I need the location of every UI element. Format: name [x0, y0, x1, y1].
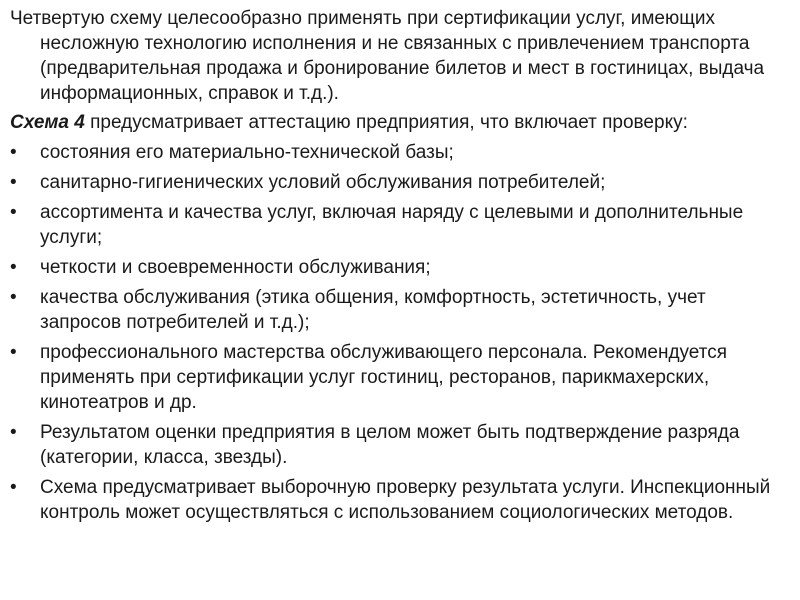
list-item-text: четкости и своевременности обслуживания;	[40, 257, 431, 278]
bullet-icon: •	[10, 477, 17, 498]
list-item	[10, 255, 786, 280]
list-item	[10, 285, 786, 335]
bullet-icon: •	[10, 172, 17, 193]
intro-paragraph: Четвертую схему целесообразно применять при сертификации услуг, имеющих несложную технологию исполнения и не связанных с привлечением транспорта (предварительная продажа и бронирование билетов и мест в гостиницах, выдача информационных, справок и т.д.).	[10, 8, 765, 104]
list-item	[10, 170, 786, 195]
list-item-text: качества обслуживания (этика общения, комфортность, эстетичность, учет запросов потребителей и т.д.);	[40, 287, 706, 333]
bullet-icon: •	[10, 257, 17, 278]
list-item-text: санитарно-гигиенических условий обслуживания потребителей;	[40, 172, 606, 193]
list-item-text: ассортимента и качества услуг, включая наряду с целевыми и дополнительные услуги;	[40, 202, 744, 248]
list-item	[10, 420, 786, 470]
scheme-name: Схема 4	[10, 112, 85, 133]
bullet-icon: •	[10, 202, 17, 223]
scheme-description: предусматривает аттестацию предприятия, что включает проверку:	[84, 112, 688, 133]
list-item	[10, 340, 786, 415]
bullet-icon: •	[10, 142, 17, 163]
list-item-text: состояния его материально-технической базы;	[40, 142, 454, 163]
check-items-list	[10, 140, 786, 525]
list-item-text: профессионального мастерства обслуживающего персонала. Рекомендуется применять при сертификации услуг гостиниц, ресторанов, парикмахерских, кинотеатров и др.	[40, 342, 728, 413]
bullet-icon: •	[10, 287, 17, 308]
bullet-icon: •	[10, 422, 17, 443]
list-item	[10, 200, 786, 250]
list-item-text: Схема предусматривает выборочную проверку результата услуги. Инспекционный контроль может осуществляться с использованием социологических методов.	[40, 477, 771, 523]
bullet-icon: •	[10, 342, 17, 363]
list-item	[10, 475, 786, 525]
list-item	[10, 140, 786, 165]
list-item-text: Результатом оценки предприятия в целом может быть подтверждение разряда (категории, класса, звезды).	[40, 422, 740, 468]
scheme-heading-line	[10, 110, 786, 135]
